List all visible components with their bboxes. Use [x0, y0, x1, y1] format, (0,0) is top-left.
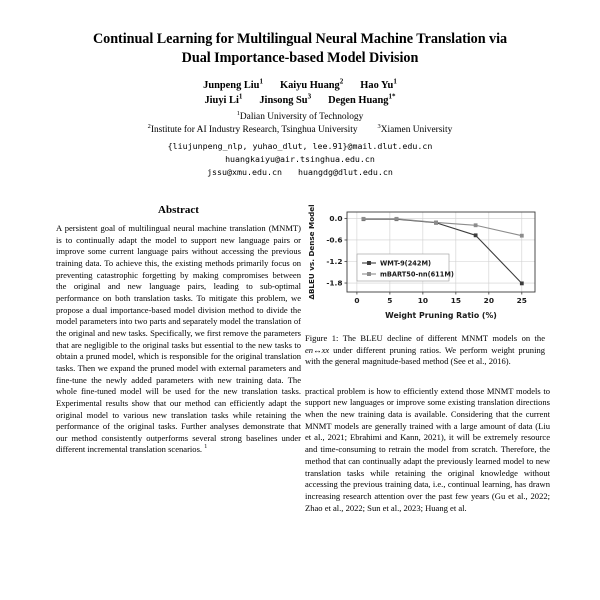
- author-affil-marker: 1: [393, 78, 397, 86]
- author-affil-marker: 1: [259, 78, 263, 86]
- email-row-2: huangkaiyu@air.tsinghua.edu.cn: [225, 153, 375, 164]
- email-row-3: [0, 166, 600, 179]
- author-affil-marker: 2: [339, 78, 344, 86]
- email-text: huangdg@dlut.edu.cn: [298, 166, 393, 177]
- y-tick-label: -1.8: [326, 278, 343, 288]
- series-marker-0: [474, 233, 478, 237]
- author-name: Hao Yu: [360, 80, 394, 92]
- author-name: Jiuyi Li: [204, 95, 239, 107]
- author-affil-marker: 3: [307, 92, 312, 101]
- spacer: [305, 368, 550, 386]
- series-marker-1: [362, 217, 366, 221]
- legend-label-1: mBART50-nn(611M): [380, 270, 454, 279]
- right-column: [305, 204, 550, 600]
- abstract-text: [56, 223, 301, 456]
- affiliation-text: Institute for AI Industry Research, Tsinghua University: [150, 124, 358, 135]
- page-title: [0, 0, 600, 67]
- affiliation-marker: 1: [236, 109, 240, 117]
- x-tick-label: 5: [387, 296, 393, 305]
- bleu-decline-line-chart: [305, 204, 543, 322]
- affiliation-marker: 2: [147, 122, 151, 130]
- title-line-1: Continual Learning for Multilingual Neural Machine Translation via: [92, 31, 508, 47]
- left-column: [56, 204, 301, 600]
- caption-label: Figure 1:: [305, 333, 339, 343]
- y-tick-label: 0.0: [329, 214, 343, 224]
- affiliation-marker: 3: [377, 122, 381, 130]
- figure-1: [305, 204, 545, 368]
- title-line-2: Dual Importance-based Model Division: [181, 49, 419, 66]
- author-list: [0, 79, 600, 109]
- author-name: Jinsong Su: [259, 95, 308, 107]
- author-affil-marker: 1: [238, 92, 243, 101]
- author-name: Degen Huang: [328, 95, 389, 107]
- footnote-marker: 1: [204, 444, 208, 451]
- intro-body-text: practical problem is how to efficiently extend those MNMT models to support new languages or improve some existing translation directions when the new training data is available. Considering that the current MNMT models are generally trained with a large amount of data (Liu et al., 2021; Ebrahimi and Kann, 2021), it will be extremely resource and time-consuming to retrain the model from scratch. Therefore, the method that can continually adapt the previously learned model to new translation tasks while retaining the original knowledge without accessing the previous training data, i.e., continual learning, has drawn increasing research attention over the past few years (Gu et al., 2022; Zhao et al., 2022; Sun et al., 2023; Huang et al.: [305, 385, 550, 513]
- email-row-1: {liujunpeng_nlp, yuhao_dlut, lee.91}@mail.dlut.edu.cn: [167, 140, 433, 151]
- x-tick-label: 10: [417, 296, 429, 305]
- x-axis-label: Weight Pruning Ratio (%): [385, 311, 497, 320]
- affiliation-list: [0, 111, 600, 137]
- abstract-heading: Abstract: [158, 204, 199, 216]
- series-marker-1: [434, 221, 438, 225]
- abstract-paragraph: A persistent goal of multilingual neural machine translation (MNMT) is to continually adapt the model to support new language pairs or improve some current language pairs without accessing the previous training data. To achieve this, the existing methods primarily focus on preventing catastrophic forgetting by making compromises between the original and new language pairs, leading to sub-optimal performance on both translation tasks. To mitigate this problem, we propose a dual importance-based model division method to divide the model parameters into two parts and separately model the translation of the original and new tasks. Specifically, we first remove the parameters that are negligible to the original tasks but essential to the new tasks to obtain a pruned model, which is responsible for the original translation tasks. Then we expand the pruned model with external parameters and fine-tune the newly added parameters with new training data. The whole fine-tuned model will be used for the new translation tasks. Experimental results show that our method can efficiently adapt the original model to various new translation tasks while retaining the performance of the original tasks. Further analyses demonstrate that our method consistently outperforms several strong baselines under different incremental translation scenarios.: [56, 223, 301, 455]
- author-name: Kaiyu Huang: [279, 80, 340, 92]
- series-marker-0: [520, 281, 524, 285]
- x-tick-label: 20: [483, 296, 494, 305]
- chart-container: [305, 204, 543, 322]
- author-affil-marker: 1*: [388, 92, 396, 101]
- legend-label-0: WMT-9(242M): [380, 259, 432, 268]
- y-axis-label: ΔBLEU vs. Dense Model: [307, 204, 316, 300]
- email-text: jssu@xmu.edu.cn: [207, 166, 282, 177]
- y-tick-label: -1.2: [326, 257, 343, 267]
- x-tick-label: 0: [354, 296, 360, 305]
- affiliation-row-2: [0, 124, 600, 137]
- series-marker-1: [395, 217, 399, 221]
- x-tick-label: 25: [516, 296, 527, 305]
- author-row-2: [0, 94, 600, 109]
- legend-marker-0: [367, 261, 371, 265]
- two-column-body: [0, 204, 600, 600]
- caption-part-1: The BLEU decline of different MNMT models on the: [338, 333, 545, 343]
- series-marker-1: [474, 223, 478, 227]
- affiliation-text: Dalian University of Technology: [239, 112, 364, 122]
- y-tick-label: -0.6: [326, 235, 343, 245]
- affiliation-text: Xiamen University: [380, 124, 453, 135]
- affiliation-row-1: [0, 111, 600, 124]
- caption-part-2: under different pruning ratios. We perform weight pruning with the general magnitude-based method (See et al., 2016).: [305, 344, 545, 367]
- author-name: Junpeng Liu: [203, 80, 260, 92]
- email-list: [0, 140, 600, 179]
- caption-italic-term: en↔xx: [305, 344, 330, 355]
- author-row-1: [0, 79, 600, 94]
- x-tick-label: 15: [450, 296, 461, 305]
- legend-marker-1: [367, 272, 371, 276]
- figure-caption: [305, 333, 545, 368]
- series-marker-1: [520, 234, 524, 238]
